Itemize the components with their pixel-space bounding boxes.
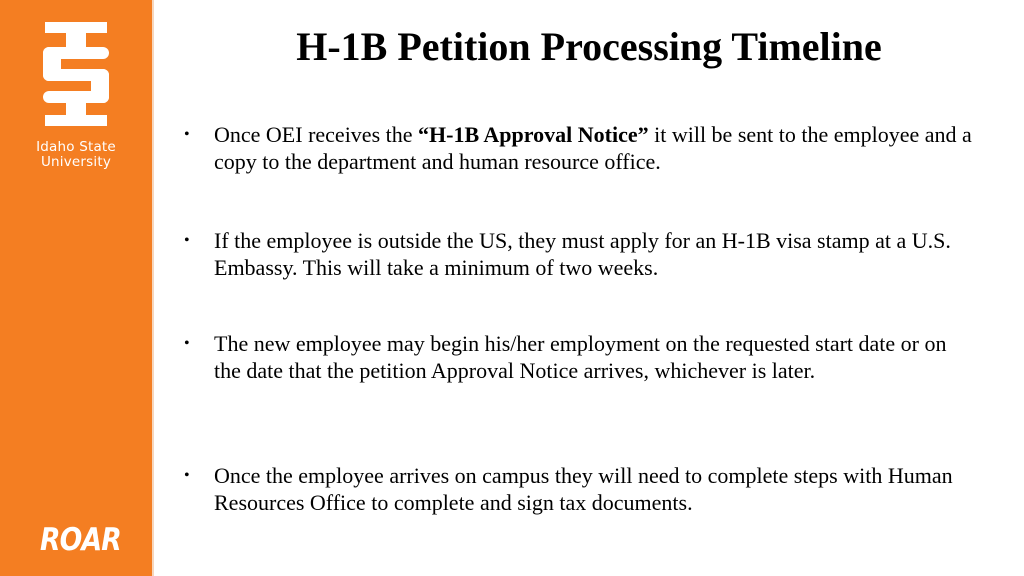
bullet-text-before: Once OEI receives the [214, 122, 419, 147]
bullet-text-after: it will be sent to the employee and a copy to the department and human resource office. [214, 122, 972, 174]
roar-wordmark: ROAR [40, 522, 121, 558]
bullet-marker: • [184, 467, 190, 484]
slide-title: H-1B Petition Processing Timeline [296, 24, 882, 69]
bullet-marker: • [184, 126, 190, 143]
bullet-text: Once the employee arrives on campus they will need to complete steps with Human Resources Office to complete and sign tax documents. [214, 463, 953, 515]
bullet-text: If the employee is outside the US, they must apply for an H-1B visa stamp at a U.S. Embassy. This will take a minimum of two weeks. [214, 228, 951, 280]
university-name-line2: University [40, 154, 112, 170]
university-name-line1: Idaho State [36, 139, 116, 155]
bullet-text: The new employee may begin his/her employment on the requested start date or on the date that the petition Approval Notice arrives, whichever is later. [214, 331, 947, 383]
bullet-marker: • [184, 335, 190, 352]
bullet-text [214, 121, 974, 175]
bullet-marker: • [184, 232, 190, 249]
approval-notice-emphasis: “H-1B Approval Notice” [418, 122, 649, 147]
